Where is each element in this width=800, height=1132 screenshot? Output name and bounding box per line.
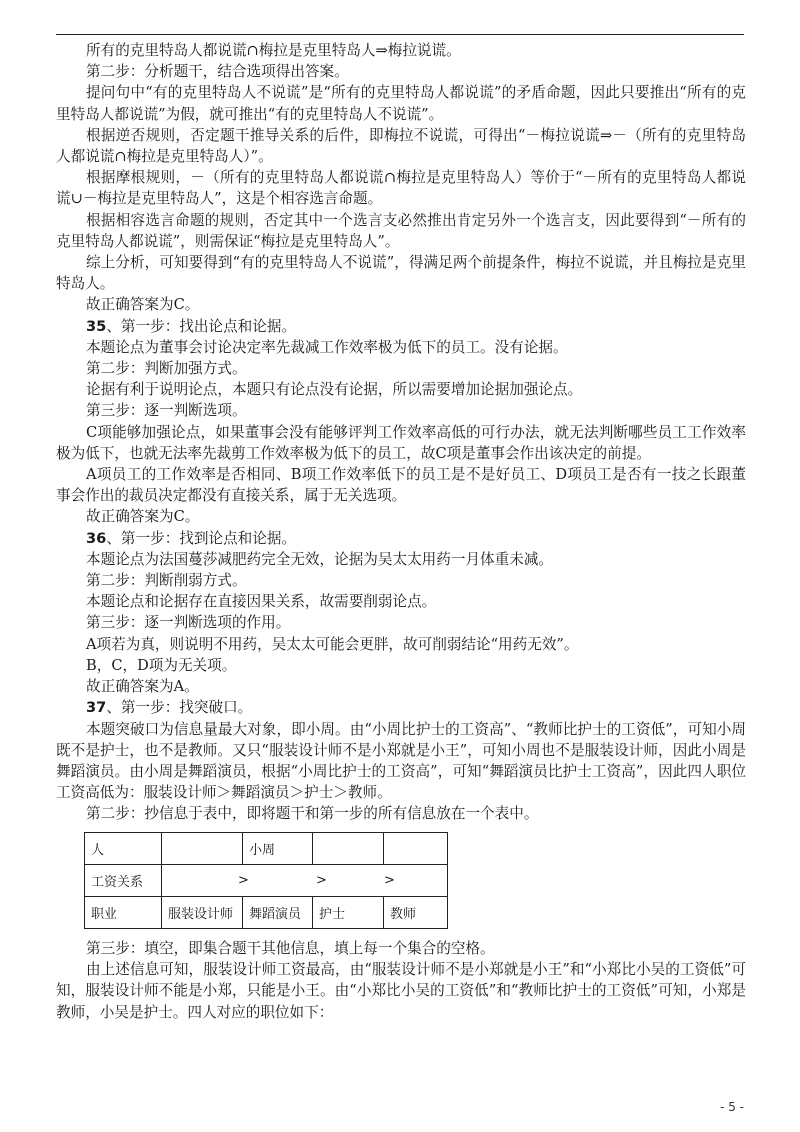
paragraph-text: 第三步：填空，即集合题干其他信息，填上每一个集合的空格。 [86,940,495,957]
salary-relation-cell [162,865,448,897]
paragraph-text: 故正确答案为C。 [86,296,200,314]
paragraph [56,634,746,655]
table-cell: 服装设计师 [162,897,243,929]
paragraph [56,938,746,959]
greater-than-symbol: > [384,873,395,888]
paragraph [56,422,746,464]
paragraph-text: 本题突破口为信息量最大对象，即小周。由“小周比护士的工资高”、“教师比护士的工资低”，可知小周既不是护士，也不是教师。又只“服装设计师不是小郑就是小王”，可知小周也不是服装设计师，因此小周是舞蹈演员。由小周是舞蹈演员，根据“小周比护士的工资高”，可知“舞蹈演员比护士工资高”，因此四人职位工资高低为：服装设计师＞舞蹈演员＞护士＞教师。 [56,720,746,802]
paragraph [56,591,746,612]
paragraph [56,570,746,591]
table-cell [313,833,384,865]
paragraph-text: 论据有利于说明论点，本题只有论点没有论据，所以需要增加论据加强论点。 [86,381,583,399]
paragraph-text: 根据相容选言命题的规则，否定其中一个选言支必然推出肯定另外一个选言支，因此要得到“－所有的克里特岛人都说谎”，则需保证“梅拉是克里特岛人”。 [56,211,746,250]
greater-than-symbol: > [316,873,327,888]
paragraph [56,655,746,676]
paragraph [56,549,746,570]
paragraph [56,316,746,337]
paragraph [56,210,746,252]
table-cell [162,833,243,865]
paragraph-text: 根据逆否规则，否定题干推导关系的后件，即梅拉不说谎，可得出“－梅拉说谎⇒－（所有的克里特岛人都说谎∩梅拉是克里特岛人）”。 [56,126,746,166]
table-cell: 职业 [85,897,162,929]
question-number: 37 [86,699,107,717]
table-cell [384,833,448,865]
table-cell: 教师 [384,897,448,929]
table-cell: 人 [85,833,162,865]
table-row [85,833,448,865]
table-row [85,897,448,929]
paragraph-text: 、第一步：找到论点和论据。 [106,529,297,547]
paragraph-text: 故正确答案为C。 [86,508,200,526]
header-rule [56,34,744,35]
paragraph-text: 第二步：判断加强方式。 [86,360,247,378]
paragraph-text: 所有的克里特岛人都说谎∩梅拉是克里特岛人⇒梅拉说谎。 [86,42,461,59]
paragraph-text: 提问句中“有的克里特岛人不说谎”是“所有的克里特岛人都说谎”的矛盾命题，因此只要推出“所有的克里特岛人都说谎”为假，就可推出“有的克里特岛人不说谎”。 [56,84,746,123]
paragraph-text: B，C，D项为无关项。 [86,656,237,674]
paragraph [56,676,746,697]
paragraph-text: 第二步：判断削弱方式。 [86,572,247,590]
page-number: - 5 - [720,1100,744,1114]
table-row [85,865,448,897]
table-cell: 舞蹈演员 [243,897,313,929]
paragraph [56,125,746,167]
paragraph [56,464,746,506]
paragraph-text: 、第一步：找出论点和论据。 [106,317,297,335]
paragraph [56,803,746,824]
paragraph-text: 本题论点为法国蔓莎减肥药完全无效，论据为吴太太用药一月体重未减。 [86,550,554,568]
paragraph [56,61,746,82]
paragraph [56,40,746,61]
paragraph [56,697,746,718]
paragraph-text: 根据摩根规则，－（所有的克里特岛人都说谎∩梅拉是克里特岛人）等价于“－所有的克里特岛人都说谎∪－梅拉是克里特岛人”，这是个相容选言命题。 [56,169,746,208]
paragraph-text: 第二步：抄信息于表中，即将题干和第一步的所有信息放在一个表中。 [86,805,539,823]
table-cell: 小周 [243,833,313,865]
greater-than-symbol: > [238,873,249,888]
document-body [56,40,746,825]
table-cell: 护士 [313,897,384,929]
paragraph-text: C项能够加强论点，如果董事会没有能够评判工作效率高低的可行办法，就无法判断哪些员工工作效率极为低下，也就无法率先裁剪工作效率极为低下的员工，故C项是董事会作出该决定的前提。 [56,423,746,462]
info-table [84,832,448,929]
paragraph-text: 由上述信息可知，服装设计师工资最高，由“服装设计师不是小郑就是小王”和“小郑比小吴的工资低”可知，服装设计师不能是小郑，只能是小王。由“小郑比小吴的工资低”和“教师比护士的工资低”可知，小郑是教师，小吴是护士。四人对应的职位如下： [56,961,746,1021]
paragraph [56,959,746,1023]
paragraph [56,167,746,209]
paragraph-text: A项员工的工作效率是否相同、B项工作效率低下的员工是不是好员工、D项员工是否有一技之长跟董事会作出的裁员决定都没有直接关系，属于无关选项。 [56,466,746,505]
paragraph-text: 本题论点和论据存在直接因果关系，故需要削弱论点。 [86,593,437,611]
paragraph [56,506,746,527]
paragraph [56,719,746,804]
paragraph [56,379,746,400]
table-cell: 工资关系 [85,865,162,897]
paragraph [56,82,746,124]
paragraph [56,528,746,549]
question-number: 35 [86,317,107,335]
paragraph-text: 第三步：逐一判断选项的作用。 [86,614,291,632]
paragraph-text: 、第一步：找突破口。 [106,699,253,717]
paragraph-text: A项若为真，则说明不用药，吴太太可能会更胖，故可削弱结论“用药无效”。 [86,635,579,653]
paragraph-text: 综上分析，可知要得到“有的克里特岛人不说谎”，得满足两个前提条件，梅拉不说谎，并且梅拉是克里特岛人。 [56,254,746,293]
paragraph-text: 第二步：分析题干，结合选项得出答案。 [86,63,349,81]
paragraph [56,252,746,294]
paragraph [56,358,746,379]
paragraph [56,400,746,421]
paragraph-text: 本题论点为董事会讨论决定率先裁减工作效率极为低下的员工。没有论据。 [86,338,568,356]
paragraph [56,337,746,358]
paragraph-text: 第三步：逐一判断选项。 [86,402,247,420]
document-body-continued [56,938,746,1023]
paragraph [56,294,746,315]
paragraph [56,612,746,633]
paragraph-text: 故正确答案为A。 [86,678,199,696]
question-number: 36 [86,529,107,547]
